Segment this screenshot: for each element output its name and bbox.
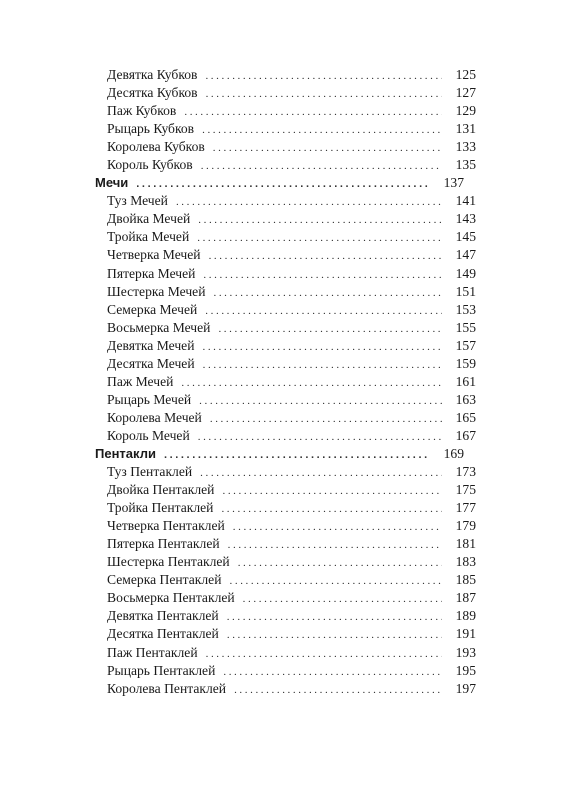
toc-entry[interactable]	[0, 66, 571, 84]
toc-entry[interactable]	[0, 499, 571, 517]
dot-leader	[205, 67, 442, 85]
toc-entry-title: Четверка Пентаклей	[107, 518, 225, 534]
toc-entry[interactable]	[0, 355, 571, 373]
toc-entry-page-number: 149	[455, 265, 476, 281]
toc-entry-title: Пятерка Мечей	[107, 265, 196, 281]
toc-section-entry[interactable]	[0, 445, 571, 463]
toc-entry[interactable]	[0, 84, 571, 102]
toc-entry-page-number: 195	[455, 662, 476, 678]
toc-entry[interactable]	[0, 319, 571, 337]
toc-entry[interactable]	[0, 102, 571, 120]
toc-entry[interactable]	[0, 210, 571, 228]
dot-leader	[221, 500, 442, 518]
toc-entry-title: Восьмерка Мечей	[107, 319, 211, 335]
toc-section-entry[interactable]	[0, 174, 571, 192]
toc-entry-page-number: 167	[455, 427, 476, 443]
toc-entry-title: Паж Мечей	[107, 373, 174, 389]
toc-entry-page-number: 153	[455, 301, 476, 317]
dot-leader	[203, 356, 442, 374]
toc-entry[interactable]	[0, 337, 571, 355]
toc-entry-page-number: 147	[455, 247, 476, 263]
toc-entry-page-number: 197	[455, 680, 476, 696]
dot-leader	[199, 392, 442, 410]
toc-entry[interactable]	[0, 373, 571, 391]
toc-entry-page-number: 191	[455, 626, 476, 642]
dot-leader	[200, 464, 442, 482]
dot-leader	[213, 139, 442, 157]
dot-leader	[198, 428, 442, 446]
toc-entry[interactable]	[0, 607, 571, 625]
toc-entry-title: Десятка Пентаклей	[107, 626, 219, 642]
toc-entry-page-number: 155	[455, 319, 476, 335]
toc-entry-title: Королева Кубков	[107, 139, 205, 155]
dot-leader	[197, 229, 442, 247]
dot-leader	[218, 320, 442, 338]
toc-entry-title: Восьмерка Пентаклей	[107, 590, 235, 606]
toc-entry-title: Шестерка Пентаклей	[107, 554, 230, 570]
toc-entry-page-number: 133	[455, 139, 476, 155]
dot-leader	[198, 211, 442, 229]
dot-leader	[206, 85, 442, 103]
toc-entry-page-number: 165	[455, 409, 476, 425]
toc-entry[interactable]	[0, 409, 571, 427]
toc-entry[interactable]	[0, 463, 571, 481]
toc-entry[interactable]	[0, 138, 571, 156]
toc-entry-page-number: 157	[455, 337, 476, 353]
toc-entry-title: Девятка Пентаклей	[107, 608, 219, 624]
toc-entry[interactable]	[0, 228, 571, 246]
dot-leader	[201, 157, 442, 175]
toc-entry-title: Четверка Мечей	[107, 247, 201, 263]
toc-entry[interactable]	[0, 156, 571, 174]
toc-entry[interactable]	[0, 535, 571, 553]
table-of-contents	[0, 66, 571, 698]
dot-leader	[202, 121, 442, 139]
toc-entry-page-number: 169	[443, 445, 464, 461]
toc-entry[interactable]	[0, 662, 571, 680]
toc-entry-page-number: 137	[443, 175, 464, 191]
toc-entry-page-number: 181	[455, 536, 476, 552]
toc-entry[interactable]	[0, 553, 571, 571]
toc-entry[interactable]	[0, 301, 571, 319]
toc-entry[interactable]	[0, 644, 571, 662]
toc-entry-title: Рыцарь Пентаклей	[107, 662, 216, 678]
toc-entry-page-number: 187	[455, 590, 476, 606]
toc-entry-title: Королева Мечей	[107, 409, 202, 425]
toc-entry[interactable]	[0, 246, 571, 264]
dot-leader	[234, 681, 442, 699]
dot-leader	[238, 554, 442, 572]
toc-entry[interactable]	[0, 391, 571, 409]
toc-entry-page-number: 177	[455, 500, 476, 516]
toc-entry-page-number: 141	[455, 193, 476, 209]
toc-entry-title: Паж Пентаклей	[107, 644, 198, 660]
toc-entry-page-number: 151	[455, 283, 476, 299]
toc-entry-title: Паж Кубков	[107, 103, 177, 119]
toc-entry-page-number: 127	[455, 85, 476, 101]
toc-entry-title: Мечи	[95, 175, 129, 191]
dot-leader	[223, 663, 442, 681]
toc-entry-title: Двойка Мечей	[107, 211, 191, 227]
dot-leader	[181, 374, 442, 392]
toc-entry-page-number: 179	[455, 518, 476, 534]
toc-entry-title: Туз Мечей	[107, 193, 168, 209]
toc-entry[interactable]	[0, 571, 571, 589]
dot-leader	[227, 626, 442, 644]
dot-leader	[184, 103, 442, 121]
toc-entry-title: Двойка Пентаклей	[107, 482, 215, 498]
toc-entry-title: Девятка Мечей	[107, 337, 195, 353]
dot-leader	[176, 193, 442, 211]
toc-entry-title: Король Кубков	[107, 157, 193, 173]
dot-leader	[203, 266, 442, 284]
dot-leader	[222, 482, 442, 500]
dot-leader	[230, 572, 443, 590]
dot-leader	[210, 410, 442, 428]
toc-entry-page-number: 173	[455, 464, 476, 480]
toc-entry-title: Семерка Мечей	[107, 301, 198, 317]
toc-entry-page-number: 135	[455, 157, 476, 173]
toc-entry-title: Пятерка Пентаклей	[107, 536, 220, 552]
toc-entry[interactable]	[0, 120, 571, 138]
dot-leader	[136, 175, 430, 193]
toc-entry[interactable]	[0, 481, 571, 499]
toc-entry-page-number: 129	[455, 103, 476, 119]
toc-entry-page-number: 185	[455, 572, 476, 588]
toc-entry-title: Девятка Кубков	[107, 67, 198, 82]
toc-entry[interactable]	[0, 589, 571, 607]
toc-entry-page-number: 183	[455, 554, 476, 570]
toc-entry[interactable]	[0, 517, 571, 535]
toc-entry[interactable]	[0, 625, 571, 643]
toc-entry-page-number: 131	[455, 121, 476, 137]
toc-entry-page-number: 189	[455, 608, 476, 624]
toc-entry-title: Тройка Пентаклей	[107, 500, 214, 516]
dot-leader	[233, 518, 442, 536]
toc-entry-page-number: 143	[455, 211, 476, 227]
toc-entry-title: Король Мечей	[107, 427, 190, 443]
toc-entry-page-number: 125	[455, 67, 476, 82]
toc-entry-title: Рыцарь Кубков	[107, 121, 195, 137]
dot-leader	[164, 446, 430, 464]
toc-entry[interactable]	[0, 283, 571, 301]
toc-entry-title: Пентакли	[95, 445, 156, 461]
toc-entry-title: Десятка Кубков	[107, 85, 198, 101]
toc-entry-title: Шестерка Мечей	[107, 283, 206, 299]
toc-entry-page-number: 163	[455, 391, 476, 407]
toc-entry[interactable]	[0, 680, 571, 698]
toc-entry[interactable]	[0, 192, 571, 210]
toc-entry-title: Королева Пентаклей	[107, 680, 227, 696]
dot-leader	[209, 247, 442, 265]
dot-leader	[213, 284, 442, 302]
toc-entry-title: Тройка Мечей	[107, 229, 190, 245]
dot-leader	[206, 645, 442, 663]
toc-entry-page-number: 161	[455, 373, 476, 389]
toc-entry[interactable]	[0, 265, 571, 283]
dot-leader	[205, 302, 442, 320]
toc-entry[interactable]	[0, 427, 571, 445]
toc-entry-page-number: 145	[455, 229, 476, 245]
toc-entry-page-number: 193	[455, 644, 476, 660]
toc-entry-page-number: 175	[455, 482, 476, 498]
dot-leader	[228, 536, 442, 554]
dot-leader	[202, 338, 442, 356]
dot-leader	[243, 590, 442, 608]
toc-entry-title: Семерка Пентаклей	[107, 572, 222, 588]
dot-leader	[227, 608, 442, 626]
toc-entry-title: Рыцарь Мечей	[107, 391, 192, 407]
toc-entry-title: Туз Пентаклей	[107, 464, 193, 480]
toc-entry-title: Десятка Мечей	[107, 355, 195, 371]
toc-entry-page-number: 159	[455, 355, 476, 371]
